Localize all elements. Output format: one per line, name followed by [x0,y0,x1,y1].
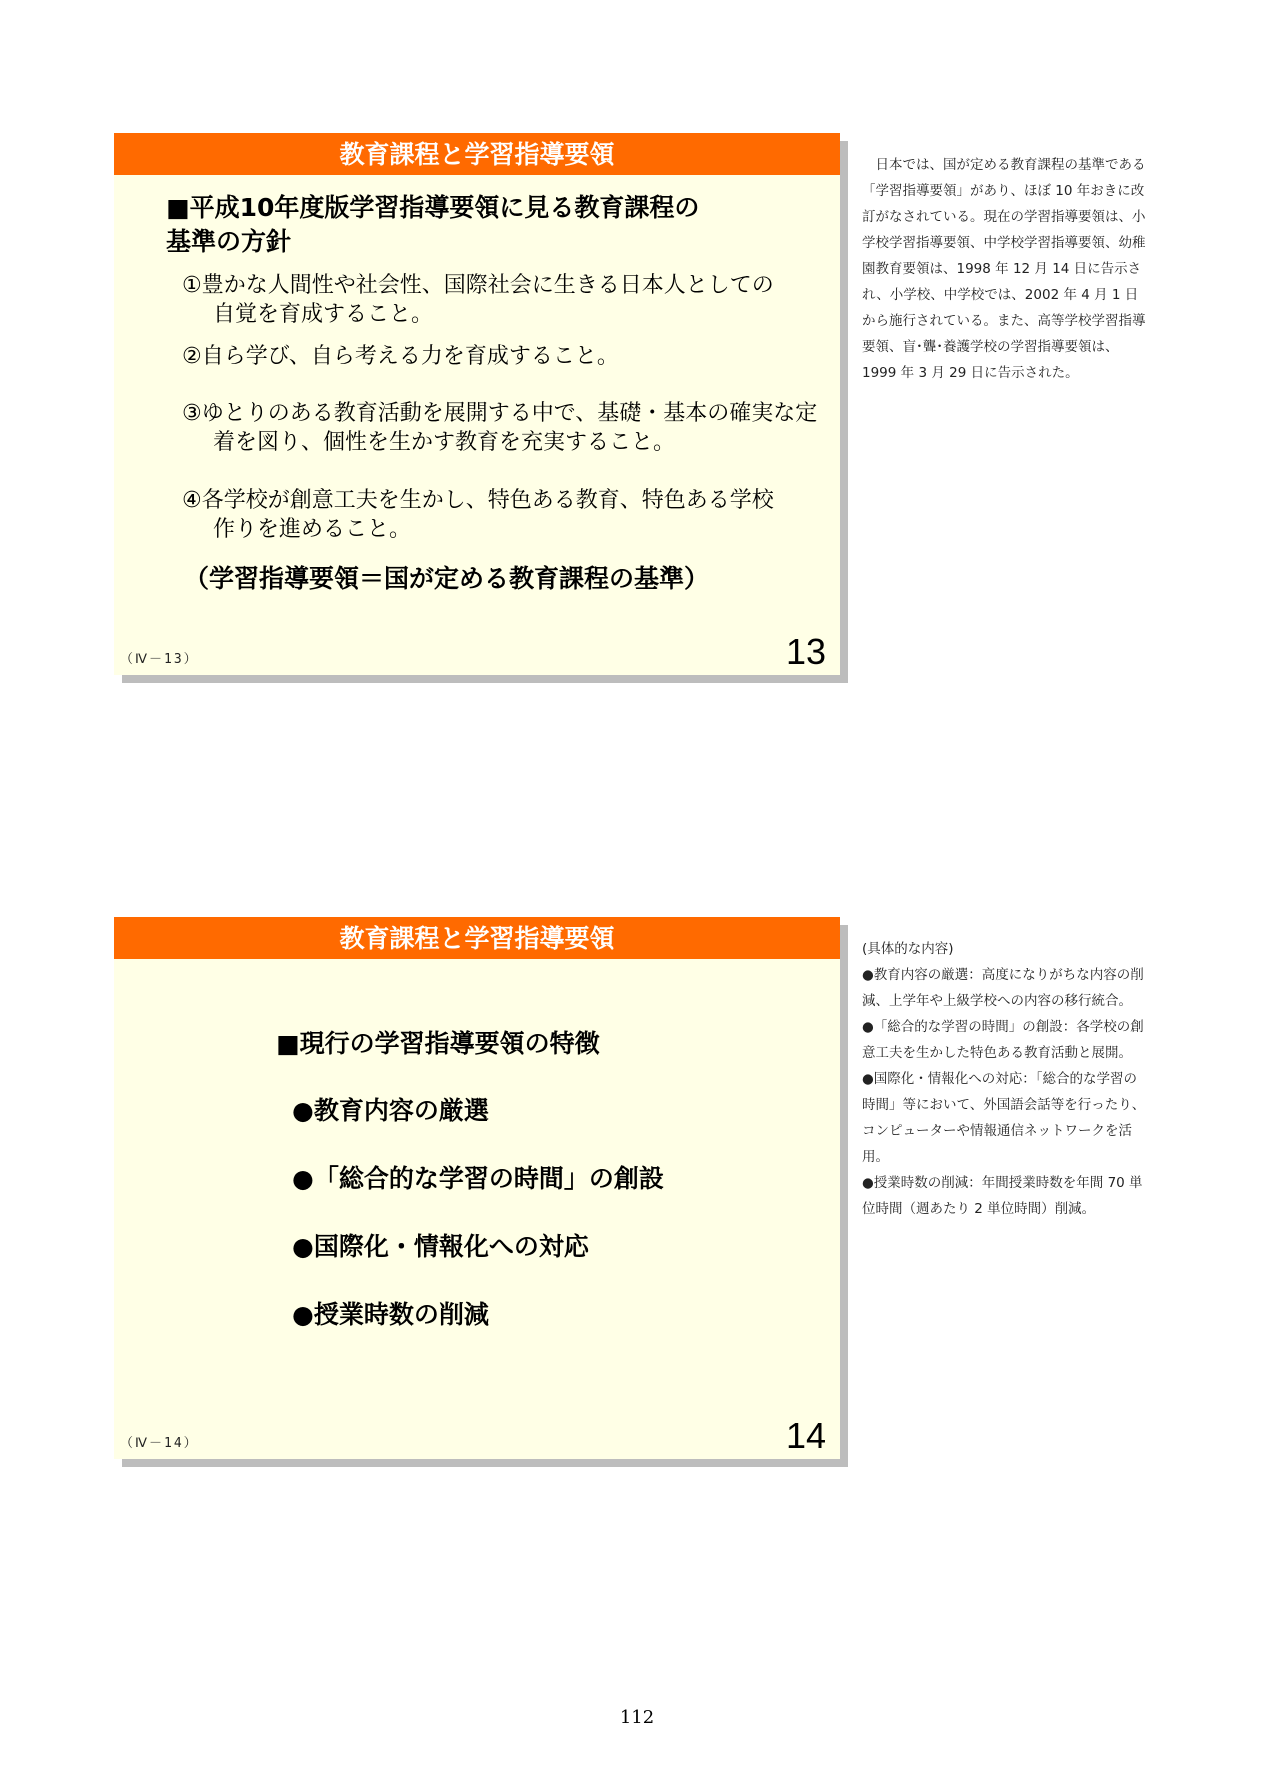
list-item: ●国際化・情報化への対応 [292,1232,589,1261]
list-item: ●教育内容の厳選 [292,1096,489,1125]
note-paragraph: ●教育内容の厳選：高度になりがちな内容の削減、上学年や上級学校への内容の移行統合。 [862,967,1144,1009]
slide-14 [114,917,840,1459]
list-item: ●授業時数の削減 [292,1300,489,1329]
slide-13 [114,133,840,675]
note-paragraph: ●「総合的な学習の時間」の創設：各学校の創意工夫を生かした特色ある教育活動と展開。 [862,1019,1144,1061]
slide-title: 教育課程と学習指導要領 [114,133,840,175]
slide-heading-line: 基準の方針 [166,227,292,256]
slide-number: 13 [785,631,826,672]
slide-heading [166,191,806,259]
note-paragraph: ●国際化・情報化への対応：「総合的な学習の時間」等において、外国語会話等を行ったり、コンピューターや情報通信ネットワークを活用。 [862,1071,1146,1165]
slide-title: 教育課程と学習指導要領 [114,917,840,959]
slide-code: （Ⅳ－14） [120,1436,199,1451]
summary-text: （学習指導要領＝国が定める教育課程の基準） [184,564,710,593]
list-item: ①豊かな人間性や社会性、国際社会に生きる日本人としての自覚を育成すること。 [182,273,774,327]
slide-14-note [862,936,1150,1222]
list-item: ④各学校が創意工夫を生かし、特色ある教育、特色ある学校作りを進めること。 [182,488,774,542]
list-item: ②自ら学び、自ら考える力を育成すること。 [182,344,619,369]
slide-13-note: 日本では、国が定める教育課程の基準である「学習指導要領」があり、ほぼ 10 年おきに改訂がなされている。現在の学習指導要領は、小学校学習指導要領、中学校学習指導要領、幼稚園教育要領は、1998 年 12 月 14 日に告示され、小学校、中学校では、2002 年 4 月 1 日から施行されている。また、高等学校学習指導要領、盲･聾･養護学校の学習指導要領は、1999 年 3 月 29 日に告示された。 [862,157,1146,381]
slide-heading-line: ■平成10年度版学習指導要領に見る教育課程の [166,193,700,222]
page-number: 112 [619,1707,655,1728]
note-paragraph: (具体的な内容) [862,941,954,957]
slide-heading: ■現行の学習指導要領の特徴 [276,1029,600,1058]
list-item: ●「総合的な学習の時間」の創設 [292,1164,664,1193]
note-paragraph: ●授業時数の削減：年間授業時数を年間 70 単位時間（週あたり 2 単位時間）削減。 [862,1175,1143,1217]
list-item: ③ゆとりのある教育活動を展開する中で、基礎・基本の確実な定着を図り、個性を生かす教育を充実すること。 [182,401,818,455]
slide-code: （Ⅳ－13） [120,652,199,667]
slide-number: 14 [785,1415,826,1456]
